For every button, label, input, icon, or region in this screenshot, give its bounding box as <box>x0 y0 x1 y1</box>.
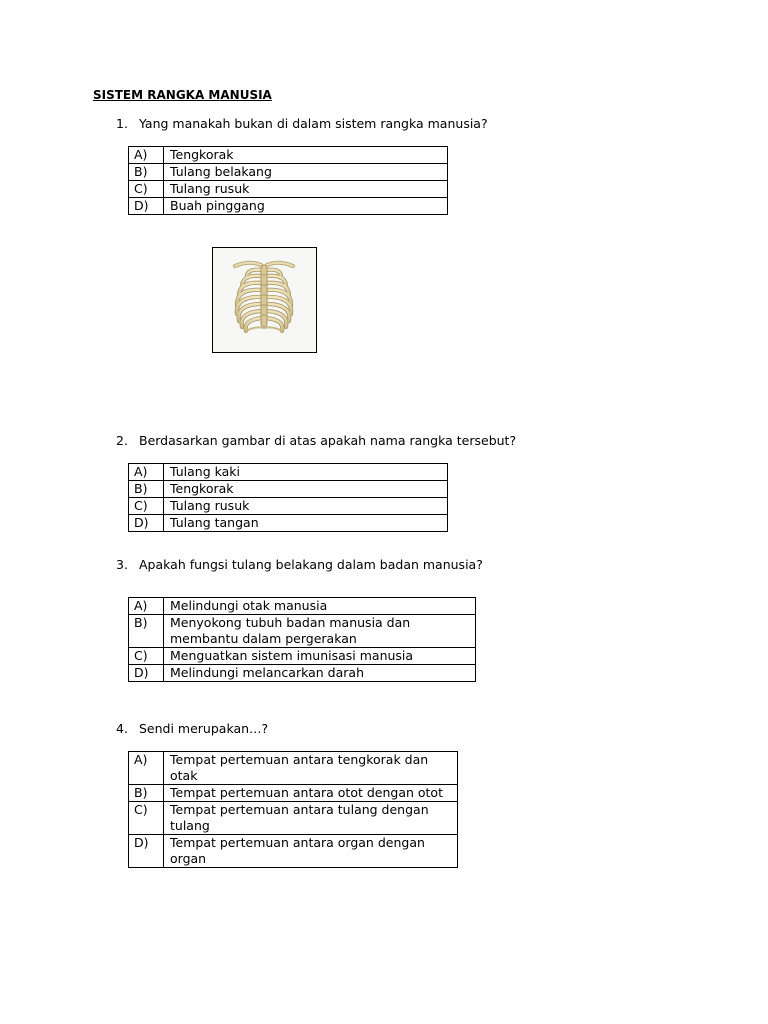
option-text: Tempat pertemuan antara organ dengan organ <box>164 835 458 868</box>
option-text: Tulang rusuk <box>164 181 448 198</box>
option-text: Tempat pertemuan antara otot dengan otot <box>164 785 458 802</box>
question-text: Yang manakah bukan di dalam sistem rangka manusia? <box>139 116 488 131</box>
option-row <box>129 515 448 532</box>
option-row <box>129 164 448 181</box>
option-letter: B) <box>129 164 164 181</box>
option-letter: A) <box>129 598 164 615</box>
question-3 <box>116 557 483 572</box>
option-letter: D) <box>129 665 164 682</box>
option-row <box>129 464 448 481</box>
question-4 <box>116 721 268 736</box>
option-text: Buah pinggang <box>164 198 448 215</box>
question-text: Sendi merupakan…? <box>139 721 269 736</box>
option-row <box>129 498 448 515</box>
option-letter: C) <box>129 802 164 835</box>
option-row <box>129 147 448 164</box>
option-letter: D) <box>129 515 164 532</box>
option-text: Tempat pertemuan antara tulang dengan tulang <box>164 802 458 835</box>
options-table-2 <box>128 463 448 532</box>
option-text: Tulang kaki <box>164 464 448 481</box>
option-row <box>129 648 476 665</box>
option-row <box>129 181 448 198</box>
question-text: Apakah fungsi tulang belakang dalam badan manusia? <box>139 557 483 572</box>
option-text: Tengkorak <box>164 147 448 164</box>
option-letter: A) <box>129 464 164 481</box>
option-letter: C) <box>129 181 164 198</box>
question-number: 2. <box>116 433 128 448</box>
question-2 <box>116 433 516 448</box>
option-letter: C) <box>129 648 164 665</box>
option-letter: D) <box>129 835 164 868</box>
option-text: Tempat pertemuan antara tengkorak dan otak <box>164 752 458 785</box>
question-1 <box>116 116 488 131</box>
option-letter: A) <box>129 752 164 785</box>
option-text: Melindungi melancarkan darah <box>164 665 476 682</box>
rib-cage-icon <box>213 248 315 351</box>
option-text: Menyokong tubuh badan manusia dan membantu dalam pergerakan <box>164 615 476 648</box>
document-title: SISTEM RANGKA MANUSIA <box>93 88 272 102</box>
question-number: 3. <box>116 557 128 572</box>
option-letter: D) <box>129 198 164 215</box>
option-row <box>129 665 476 682</box>
options-table-3 <box>128 597 476 682</box>
option-row <box>129 752 458 785</box>
option-row <box>129 802 458 835</box>
option-letter: B) <box>129 615 164 648</box>
option-letter: B) <box>129 481 164 498</box>
options-table-4 <box>128 751 458 868</box>
option-letter: B) <box>129 785 164 802</box>
option-text: Tulang belakang <box>164 164 448 181</box>
options-table-1 <box>128 146 448 215</box>
question-number: 4. <box>116 721 128 736</box>
option-text: Melindungi otak manusia <box>164 598 476 615</box>
option-row <box>129 598 476 615</box>
option-text: Tengkorak <box>164 481 448 498</box>
option-row <box>129 481 448 498</box>
option-row <box>129 198 448 215</box>
option-row <box>129 785 458 802</box>
option-text: Menguatkan sistem imunisasi manusia <box>164 648 476 665</box>
question-text: Berdasarkan gambar di atas apakah nama rangka tersebut? <box>139 433 517 448</box>
option-row <box>129 615 476 648</box>
option-letter: A) <box>129 147 164 164</box>
option-letter: C) <box>129 498 164 515</box>
option-text: Tulang rusuk <box>164 498 448 515</box>
question-number: 1. <box>116 116 128 131</box>
option-row <box>129 835 458 868</box>
rib-cage-figure <box>212 247 317 353</box>
option-text: Tulang tangan <box>164 515 448 532</box>
